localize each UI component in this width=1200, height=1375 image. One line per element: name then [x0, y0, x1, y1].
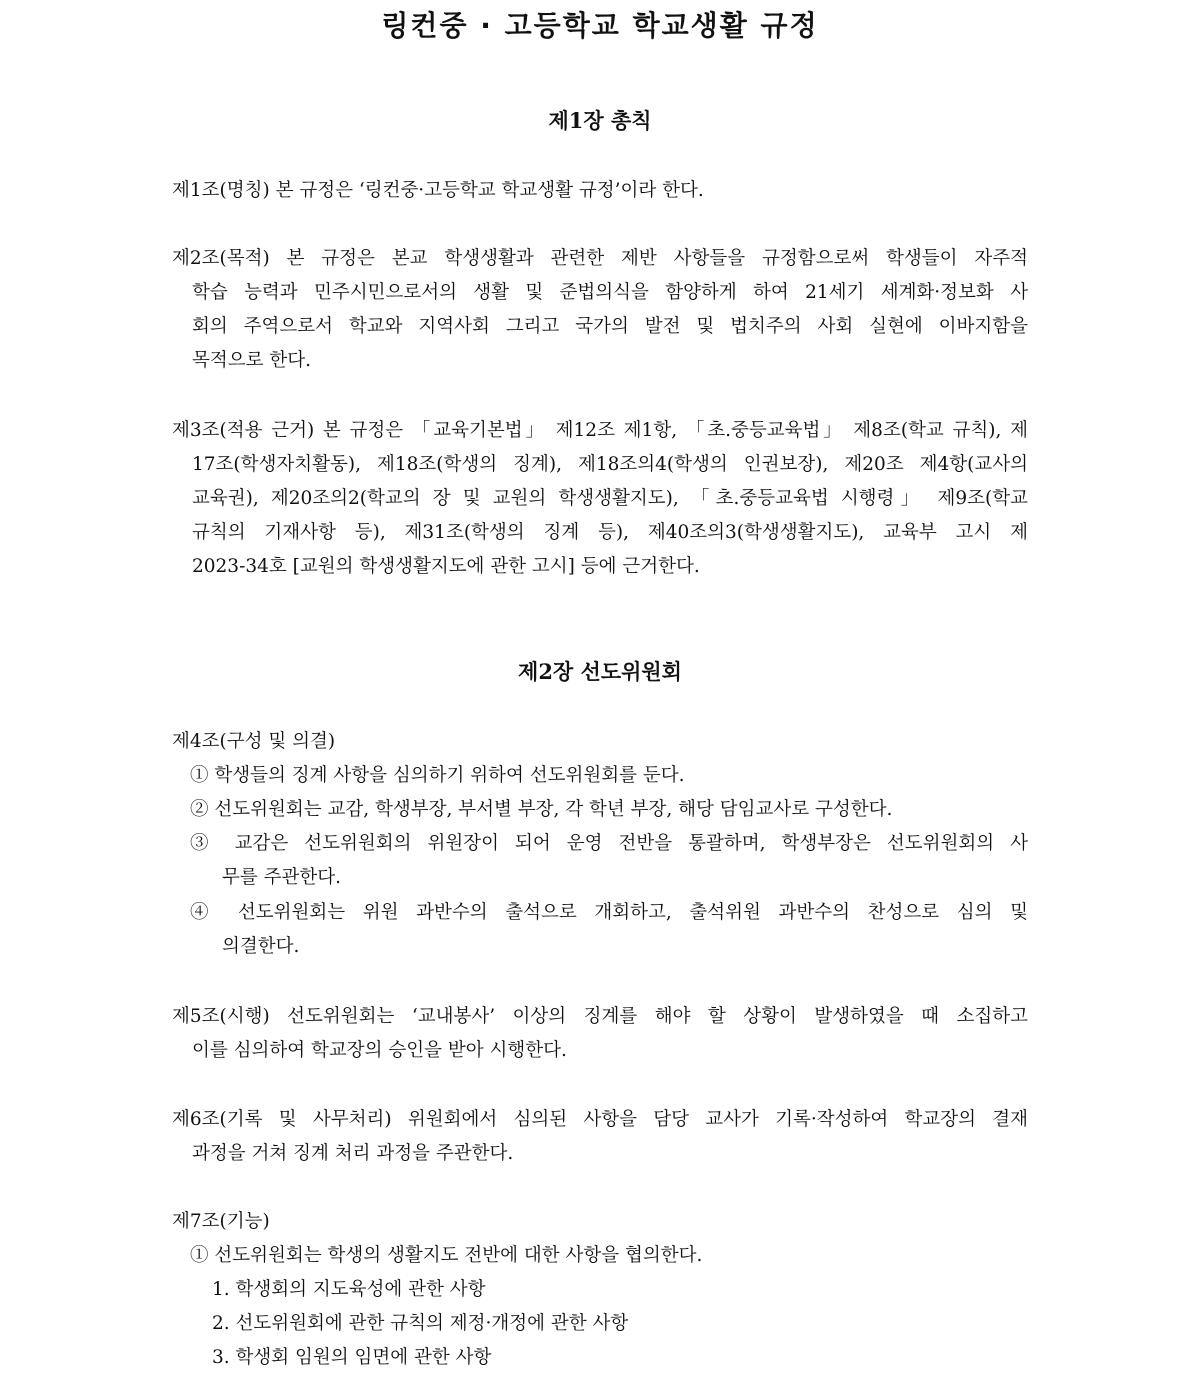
document-title: 링컨중 · 고등학교 학교생활 규정 — [381, 9, 819, 42]
article-6-line-1: 제6조(기록 및 사무처리) 위원회에서 심의된 사항을 담당 교사가 기록·작성하여 학교장의 결재 — [172, 1109, 1028, 1130]
article-4-item-3-line-2: 무를 주관한다. — [222, 867, 341, 888]
article-1 — [172, 174, 1028, 208]
article-4-item-3 — [190, 827, 1028, 895]
article-4-item-1-line-1: ① 학생들의 징계 사항을 심의하기 위하여 선도위원회를 둔다. — [190, 765, 685, 786]
article-2-line-1: 제2조(목적) 본 규정은 본교 학생생활과 관련한 제반 사항들을 규정함으로써 학생들이 자주적 — [172, 248, 1028, 269]
article-5 — [172, 1000, 1028, 1068]
article-3-line-5: 2023-34호 [교원의 학생생활지도에 관한 고시] 등에 근거한다. — [192, 556, 700, 577]
article-1-line-1: 제1조(명칭) 본 규정은 ‘링컨중·고등학교 학교생활 규정’이라 한다. — [172, 180, 704, 201]
article-2-line-2: 학습 능력과 민주시민으로서의 생활 및 준법의식을 함양하게 하여 21세기 세계화·정보화 사 — [192, 282, 1028, 303]
article-7-subitem-3: 3. 학생회 임원의 임면에 관한 사항 — [212, 1347, 492, 1368]
article-7-heading — [172, 1205, 1028, 1239]
article-3-line-2: 17조(학생자치활동), 제18조(학생의 징계), 제18조의4(학생의 인권보장), 제20조 제4항(교사의 — [192, 454, 1028, 475]
article-4-title: 제4조(구성 및 의결) — [172, 731, 336, 752]
article-2-line-3: 회의 주역으로서 학교와 지역사회 그리고 국가의 발전 및 법치주의 사회 실현에 이바지함을 — [192, 316, 1028, 337]
article-7-item-1-line-1: ① 선도위원회는 학생의 생활지도 전반에 대한 사항을 협의한다. — [190, 1245, 703, 1266]
article-3 — [172, 414, 1028, 584]
article-2-line-4: 목적으로 한다. — [192, 350, 311, 371]
article-7-subitem-2: 2. 선도위원회에 관한 규칙의 제정·개정에 관한 사항 — [212, 1313, 629, 1334]
article-4-item-2 — [190, 793, 1028, 827]
article-7-item-1 — [190, 1239, 1028, 1273]
article-5-line-2: 이를 심의하여 학교장의 승인을 받아 시행한다. — [192, 1040, 567, 1061]
article-6-line-2: 과정을 거쳐 징계 처리 과정을 주관한다. — [192, 1143, 514, 1164]
article-4-item-1 — [190, 759, 1028, 793]
article-3-line-4: 규칙의 기재사항 등), 제31조(학생의 징계 등), 제40조의3(학생생활지도), 교육부 고시 제 — [192, 522, 1028, 543]
chapter-2-heading: 제2장 선도위원회 — [518, 659, 682, 684]
article-4-item-4-line-1: ④ 선도위원회는 위원 과반수의 출석으로 개회하고, 출석위원 과반수의 찬성으로 심의 및 — [190, 902, 1028, 923]
article-4-item-4-line-2: 의결한다. — [222, 936, 300, 957]
article-3-line-3: 교육권), 제20조의2(학교의 장 및 교원의 학생생활지도), 「초.중등교육법 시행령」 제9조(학교 — [192, 488, 1028, 509]
chapter-1-heading: 제1장 총칙 — [548, 108, 652, 133]
article-7-title: 제7조(기능) — [172, 1211, 270, 1232]
article-4-heading — [172, 725, 1028, 759]
article-7-subitem-1: 1. 학생회의 지도육성에 관한 사항 — [212, 1279, 486, 1300]
article-2 — [172, 242, 1028, 378]
article-6 — [172, 1103, 1028, 1171]
article-5-line-1: 제5조(시행) 선도위원회는 ‘교내봉사’ 이상의 징계를 해야 할 상황이 발생하였을 때 소집하고 — [172, 1006, 1028, 1027]
article-3-line-1: 제3조(적용 근거) 본 규정은 「교육기본법」 제12조 제1항, 「초.중등교육법」 제8조(학교 규칙), 제 — [172, 420, 1028, 441]
article-4-item-3-line-1: ③ 교감은 선도위원회의 위원장이 되어 운영 전반을 통괄하며, 학생부장은 선도위원회의 사 — [190, 833, 1028, 854]
article-4-item-4 — [190, 896, 1028, 964]
article-4-item-2-line-1: ② 선도위원회는 교감, 학생부장, 부서별 부장, 각 학년 부장, 해당 담임교사로 구성한다. — [190, 799, 893, 820]
